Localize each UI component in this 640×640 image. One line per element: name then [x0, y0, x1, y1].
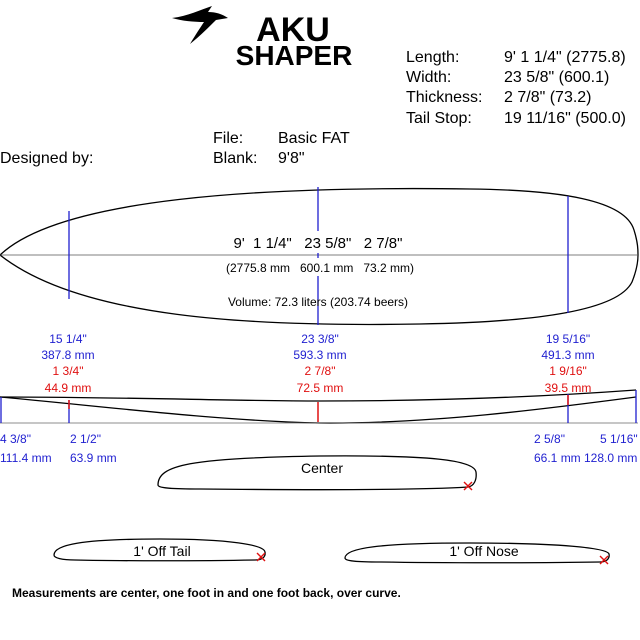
thickness-nose-metric: 39.5 mm: [544, 381, 592, 395]
thickness-tail-metric: 44.9 mm: [44, 381, 92, 395]
slice-center: [158, 456, 476, 490]
slice-center-label: Center: [300, 460, 344, 476]
spec-value-length: 9' 1 1/4" (2775.8): [504, 49, 626, 66]
outline-dimensions-imperial: 9' 1 1/4" 23 5/8" 2 7/8": [233, 235, 403, 252]
file-value: Basic FAT: [278, 130, 350, 147]
thickness-center-metric: 72.5 mm: [296, 381, 344, 395]
width-tail-metric: 387.8 mm: [41, 348, 95, 362]
spec-value-width: 23 5/8" (600.1): [504, 69, 610, 86]
spec-label-thickness: Thickness:: [406, 89, 483, 106]
spec-label-tail-stop: Tail Stop:: [406, 110, 472, 127]
bird-logo-icon: [172, 6, 228, 44]
thickness-center-imperial: 2 7/8": [304, 364, 336, 378]
spec-label-length: Length:: [406, 49, 460, 66]
thickness-nose-imperial: 1 9/16": [549, 364, 587, 378]
rocker-tail-end-metric: 111.4 mm: [0, 451, 52, 465]
blank-value: 9'8": [278, 150, 305, 167]
rocker-nose-end-metric: 128.0 mm: [584, 451, 638, 465]
width-tail-imperial: 15 1/4": [49, 332, 87, 346]
rocker-nose-station-imperial: 2 5/8": [534, 432, 565, 446]
outline-volume: Volume: 72.3 liters (203.74 beers): [227, 295, 409, 309]
spec-value-thickness: 2 7/8" (73.2): [504, 89, 592, 106]
width-center-metric: 593.3 mm: [293, 348, 347, 362]
file-label: File:: [213, 130, 244, 147]
rocker-tail-station-metric: 63.9 mm: [70, 451, 117, 465]
rocker-nose-station-metric: 66.1 mm: [534, 451, 581, 465]
spec-value-tail-stop: 19 11/16" (500.0): [504, 110, 626, 127]
rocker-tail-end-imperial: 4 3/8": [0, 432, 31, 446]
spec-label-width: Width:: [406, 69, 452, 86]
specs-list: [406, 49, 626, 127]
slice-off-tail-label: 1' Off Tail: [133, 543, 191, 559]
thickness-tail-imperial: 1 3/4": [52, 364, 84, 378]
slice-off-tail: [54, 539, 265, 561]
brand-line1: AKU: [256, 11, 330, 49]
rocker-tail-station-imperial: 2 1/2": [70, 432, 101, 446]
width-nose-metric: 491.3 mm: [541, 348, 595, 362]
blank-label: Blank:: [213, 150, 258, 167]
width-center-imperial: 23 3/8": [301, 332, 339, 346]
footnote: Measurements are center, one foot in and one foot back, over curve.: [12, 586, 401, 600]
brand-line2: SHAPER: [235, 40, 353, 71]
width-nose-imperial: 19 5/16": [545, 332, 591, 346]
outline-dimensions-metric: (2775.8 mm 600.1 mm 73.2 mm): [225, 261, 415, 275]
designed-by-label: Designed by:: [0, 150, 94, 167]
slice-off-nose: [345, 543, 609, 564]
slice-off-nose-label: 1' Off Nose: [449, 543, 519, 559]
rocker-nose-end-imperial: 5 1/16": [600, 432, 638, 446]
